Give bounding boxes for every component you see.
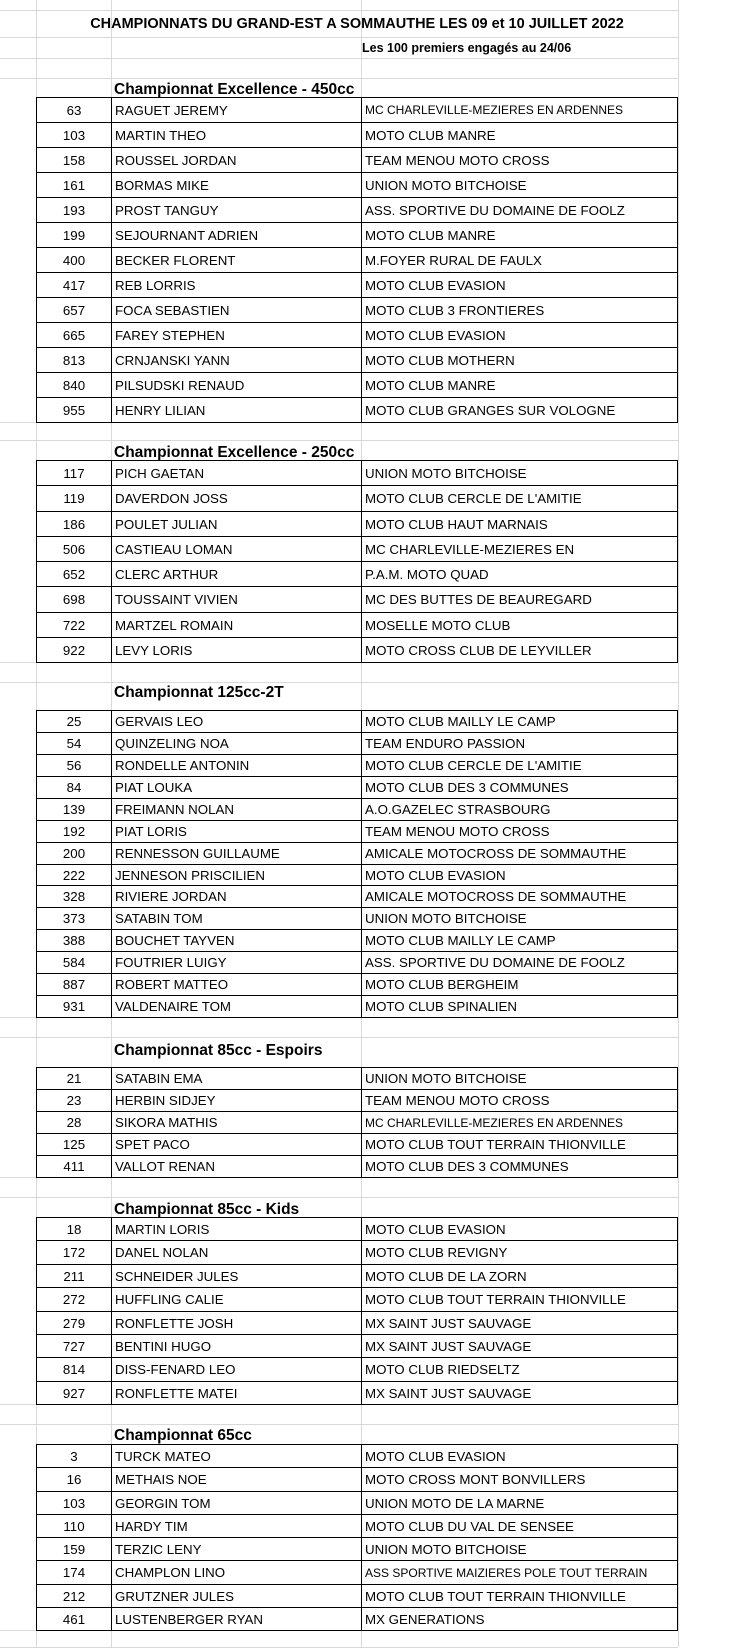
table-row	[36, 322, 678, 347]
rider-number: 222	[37, 865, 112, 885]
club-name: TEAM MENOU MOTO CROSS	[365, 152, 550, 168]
table-row	[36, 820, 678, 842]
club-name: MOTO CLUB CERCLE DE L'AMITIE	[365, 758, 582, 773]
table-row	[36, 1607, 678, 1631]
club-name: MOTO CLUB EVASION	[365, 867, 506, 883]
club-name: MOTO CLUB MAILLY LE CAMP	[365, 714, 556, 729]
club-name: MOTO CLUB MOTHERN	[365, 352, 515, 368]
rider-name: TURCK MATEO	[112, 1445, 362, 1467]
rider-number: 388	[37, 930, 112, 951]
rider-name: CRNJANSKI YANN	[112, 348, 362, 372]
table-row	[36, 1240, 678, 1264]
club-name: MOTO CLUB MANRE	[365, 227, 496, 243]
table-row	[36, 1381, 678, 1405]
rider-name: RIVIERE JORDAN	[112, 886, 362, 907]
section-title: Championnat 85cc - Kids	[114, 1201, 300, 1218]
club-name: MOTO CROSS MONT BONVILLERS	[365, 1472, 586, 1487]
rider-number: 56	[37, 755, 112, 776]
club-name: ASS. SPORTIVE DU DOMAINE DE FOOLZ	[365, 955, 625, 970]
rider-number: 584	[37, 952, 112, 973]
rider-number: 931	[37, 996, 112, 1017]
club-name: M.FOYER RURAL DE FAULX	[365, 252, 542, 268]
section-title: Championnat Excellence - 450cc	[114, 81, 355, 98]
table-row	[36, 776, 678, 798]
rider-name: DANEL NOLAN	[112, 1241, 362, 1264]
rider-name: PILSUDSKI RENAUD	[112, 373, 362, 397]
rider-number: 119	[37, 486, 112, 511]
gridline	[0, 440, 678, 441]
club-name: MOTO CLUB BERGHEIM	[365, 977, 519, 992]
rider-name: RONFLETTE MATEI	[112, 1382, 362, 1404]
page-subtitle: Les 100 premiers engagés au 24/06	[362, 41, 572, 55]
gridline	[0, 10, 678, 11]
rider-number: 814	[37, 1358, 112, 1381]
rider-name: PICH GAETAN	[112, 461, 362, 485]
table-row	[36, 1217, 678, 1240]
club-name: UNION MOTO BITCHOISE	[365, 1541, 527, 1557]
rider-name: SCHNEIDER JULES	[112, 1265, 362, 1287]
club-name: MOTO CLUB REVIGNY	[365, 1245, 508, 1260]
rider-name: SATABIN EMA	[112, 1068, 362, 1089]
rider-number: 158	[37, 148, 112, 172]
rider-name: CLERC ARTHUR	[112, 562, 362, 586]
table-row	[36, 951, 678, 973]
club-name: TEAM ENDURO PASSION	[365, 736, 526, 751]
rider-number: 417	[37, 273, 112, 297]
rider-name: GRUTZNER JULES	[112, 1585, 362, 1607]
club-name: ASS SPORTIVE MAIZIERES POLE TOUT TERRAIN	[365, 1565, 648, 1580]
rider-number: 186	[37, 512, 112, 536]
club-name: TEAM MENOU MOTO CROSS	[365, 824, 550, 839]
rider-number: 63	[37, 98, 112, 122]
rider-number: 3	[37, 1445, 112, 1467]
club-name: MOTO CLUB TOUT TERRAIN THIONVILLE	[365, 1137, 626, 1152]
table-row	[36, 460, 678, 485]
table-row	[36, 1560, 678, 1584]
rider-number: 192	[37, 821, 112, 842]
club-name: MOTO CLUB RIEDSELTZ	[365, 1362, 520, 1377]
rider-name: BOUCHET TAYVEN	[112, 930, 362, 951]
table-row	[36, 710, 678, 732]
rider-name: SEJOURNANT ADRIEN	[112, 223, 362, 247]
rider-number: 103	[37, 1492, 112, 1514]
table-row	[36, 842, 678, 864]
table-row	[36, 147, 678, 172]
club-name: MOTO CLUB EVASION	[365, 1221, 506, 1237]
rider-number: 927	[37, 1382, 112, 1404]
table-row	[36, 372, 678, 397]
rider-number: 159	[37, 1538, 112, 1560]
table-row	[36, 1334, 678, 1357]
rider-name: MARTIN LORIS	[112, 1218, 362, 1240]
club-name: MC DES BUTTES DE BEAUREGARD	[365, 592, 592, 607]
rider-name: TERZIC LENY	[112, 1538, 362, 1560]
club-name: MOTO CLUB EVASION	[365, 277, 506, 293]
club-name: MOTO CLUB 3 FRONTIERES	[365, 302, 545, 318]
table-row	[36, 511, 678, 536]
table-row	[36, 1311, 678, 1334]
table-row	[36, 973, 678, 995]
table-row	[36, 929, 678, 951]
rider-name: QUINZELING NOA	[112, 733, 362, 754]
rider-number: 199	[37, 223, 112, 247]
table-row	[36, 1067, 678, 1089]
rider-name: JENNESON PRISCILIEN	[112, 865, 362, 885]
page-title: CHAMPIONNATS DU GRAND-EST A SOMMAUTHE LES 09 et 10 JUILLET 2022	[90, 16, 624, 32]
table-row	[36, 1155, 678, 1178]
rider-name: HERBIN SIDJEY	[112, 1090, 362, 1111]
table-row	[36, 1467, 678, 1491]
rider-number: 665	[37, 323, 112, 347]
rider-number: 23	[37, 1090, 112, 1111]
club-name: UNION MOTO BITCHOISE	[365, 1071, 527, 1086]
gridline	[0, 1424, 678, 1425]
rider-name: POULET JULIAN	[112, 512, 362, 536]
rider-name: SATABIN TOM	[112, 908, 362, 929]
rider-name: TOUSSAINT VIVIEN	[112, 587, 362, 612]
club-name: AMICALE MOTOCROSS DE SOMMAUTHE	[365, 889, 627, 904]
rider-number: 813	[37, 348, 112, 372]
rider-name: HUFFLING CALIE	[112, 1288, 362, 1311]
club-name: MOTO CLUB GRANGES SUR VOLOGNE	[365, 402, 616, 418]
rider-name: CHAMPLON LINO	[112, 1561, 362, 1584]
rider-number: 698	[37, 587, 112, 612]
club-name: MOTO CLUB DU VAL DE SENSEE	[365, 1518, 574, 1534]
rider-number: 200	[37, 843, 112, 864]
gridline	[0, 37, 678, 38]
table-row	[36, 1264, 678, 1287]
rider-number: 117	[37, 461, 112, 485]
section-title: Championnat Excellence - 250cc	[114, 444, 355, 461]
table-row	[36, 247, 678, 272]
rider-number: 18	[37, 1218, 112, 1240]
section-title: Championnat 85cc - Espoirs	[114, 1042, 323, 1059]
club-name: MC CHARLEVILLE-MEZIERES EN	[365, 541, 575, 557]
rider-number: 84	[37, 777, 112, 798]
table-row	[36, 122, 678, 147]
club-name: MOTO CLUB TOUT TERRAIN THIONVILLE	[365, 1292, 626, 1307]
table-row	[36, 536, 678, 561]
rider-number: 103	[37, 123, 112, 147]
rider-number: 212	[37, 1585, 112, 1607]
gridline	[0, 1197, 678, 1198]
rider-name: VALLOT RENAN	[112, 1156, 362, 1177]
rider-number: 652	[37, 562, 112, 586]
table-row	[36, 907, 678, 929]
club-name: UNION MOTO BITCHOISE	[365, 911, 527, 926]
table-row	[36, 297, 678, 322]
rider-name: GERVAIS LEO	[112, 711, 362, 732]
club-name: MOTO CLUB DE LA ZORN	[365, 1268, 527, 1284]
rider-number: 506	[37, 537, 112, 561]
table-row	[36, 97, 678, 122]
rider-number: 16	[37, 1468, 112, 1491]
rider-name: SPET PACO	[112, 1134, 362, 1155]
rider-name: BORMAS MIKE	[112, 173, 362, 197]
rider-name: VALDENAIRE TOM	[112, 996, 362, 1017]
club-name: MOTO CLUB MAILLY LE CAMP	[365, 933, 556, 948]
rider-name: FAREY STEPHEN	[112, 323, 362, 347]
rider-name: RENNESSON GUILLAUME	[112, 843, 362, 864]
table-row	[36, 612, 678, 637]
rider-number: 25	[37, 711, 112, 732]
club-name: MC CHARLEVILLE-MEZIERES EN ARDENNES	[365, 103, 624, 117]
club-name: MOTO CLUB CERCLE DE L'AMITIE	[365, 491, 582, 506]
table-row	[36, 754, 678, 776]
rider-name: FOUTRIER LUIGY	[112, 952, 362, 973]
rider-name: CASTIEAU LOMAN	[112, 537, 362, 561]
rider-name: BECKER FLORENT	[112, 248, 362, 272]
rider-number: 657	[37, 298, 112, 322]
rider-number: 110	[37, 1515, 112, 1537]
rider-name: RAGUET JEREMY	[112, 98, 362, 122]
rider-number: 373	[37, 908, 112, 929]
table-row	[36, 732, 678, 754]
rider-name: FREIMANN NOLAN	[112, 799, 362, 820]
rider-number: 172	[37, 1241, 112, 1264]
rider-number: 21	[37, 1068, 112, 1089]
rider-name: REB LORRIS	[112, 273, 362, 297]
table-row	[36, 995, 678, 1018]
rider-name: METHAIS NOE	[112, 1468, 362, 1491]
rider-name: ROBERT MATTEO	[112, 974, 362, 995]
rider-number: 411	[37, 1156, 112, 1177]
rider-number: 955	[37, 398, 112, 422]
club-name: MOTO CLUB DES 3 COMMUNES	[365, 1159, 569, 1174]
section-title: Championnat 125cc-2T	[114, 684, 284, 701]
rider-number: 272	[37, 1288, 112, 1311]
rider-number: 840	[37, 373, 112, 397]
club-name: MOTO CROSS CLUB DE LEYVILLER	[365, 642, 592, 658]
rider-name: MARTIN THEO	[112, 123, 362, 147]
table-row	[36, 798, 678, 820]
club-name: P.A.M. MOTO QUAD	[365, 566, 489, 582]
rider-name: FOCA SEBASTIEN	[112, 298, 362, 322]
table-row	[36, 1537, 678, 1560]
club-name: MOTO CLUB EVASION	[365, 327, 506, 343]
rider-number: 174	[37, 1561, 112, 1584]
club-name: MOSELLE MOTO CLUB	[365, 617, 511, 633]
rider-number: 328	[37, 886, 112, 907]
rider-number: 400	[37, 248, 112, 272]
table-row	[36, 347, 678, 372]
table-row	[36, 397, 678, 423]
club-name: AMICALE MOTOCROSS DE SOMMAUTHE	[365, 846, 627, 861]
table-row	[36, 222, 678, 247]
rider-number: 54	[37, 733, 112, 754]
table-row	[36, 172, 678, 197]
gridline	[0, 682, 678, 683]
rider-name: HENRY LILIAN	[112, 398, 362, 422]
rider-name: HARDY TIM	[112, 1515, 362, 1537]
rider-number: 125	[37, 1134, 112, 1155]
rider-name: DAVERDON JOSS	[112, 486, 362, 511]
rider-name: RONDELLE ANTONIN	[112, 755, 362, 776]
club-name: UNION MOTO BITCHOISE	[365, 177, 527, 193]
rider-name: DISS-FENARD LEO	[112, 1358, 362, 1381]
rider-number: 887	[37, 974, 112, 995]
club-name: MC CHARLEVILLE-MEZIERES EN ARDENNES	[365, 1115, 624, 1130]
club-name: MOTO CLUB MANRE	[365, 127, 496, 143]
rider-number: 139	[37, 799, 112, 820]
rider-number: 279	[37, 1312, 112, 1334]
rider-number: 161	[37, 173, 112, 197]
table-row	[36, 1514, 678, 1537]
table-row	[36, 485, 678, 511]
club-name: MX SAINT JUST SAUVAGE	[365, 1338, 532, 1354]
rider-number: 722	[37, 613, 112, 637]
table-row	[36, 637, 678, 663]
rider-name: PIAT LOUKA	[112, 777, 362, 798]
gridline	[0, 58, 678, 59]
section-title: Championnat 65cc	[114, 1427, 252, 1444]
rider-name: SIKORA MATHIS	[112, 1112, 362, 1133]
gridline	[678, 0, 679, 1647]
table-row	[36, 272, 678, 297]
club-name: MOTO CLUB DES 3 COMMUNES	[365, 780, 569, 795]
club-name: MOTO CLUB HAUT MARNAIS	[365, 516, 548, 532]
rider-name: PIAT LORIS	[112, 821, 362, 842]
table-row	[36, 864, 678, 885]
club-name: UNION MOTO DE LA MARNE	[365, 1495, 545, 1511]
club-name: MOTO CLUB TOUT TERRAIN THIONVILLE	[365, 1588, 626, 1604]
table-row	[36, 561, 678, 586]
club-name: UNION MOTO BITCHOISE	[365, 465, 527, 481]
table-row	[36, 197, 678, 222]
rider-name: BENTINI HUGO	[112, 1335, 362, 1357]
rider-name: MARTZEL ROMAIN	[112, 613, 362, 637]
table-row	[36, 586, 678, 612]
gridline	[0, 1037, 678, 1038]
rider-number: 727	[37, 1335, 112, 1357]
club-name: ASS. SPORTIVE DU DOMAINE DE FOOLZ	[365, 202, 625, 218]
rider-number: 461	[37, 1608, 112, 1630]
rider-name: LUSTENBERGER RYAN	[112, 1608, 362, 1630]
table-row	[36, 1584, 678, 1607]
table-row	[36, 1089, 678, 1111]
club-name: MX SAINT JUST SAUVAGE	[365, 1385, 532, 1401]
club-name: MX GENERATIONS	[365, 1611, 485, 1627]
rider-name: LEVY LORIS	[112, 638, 362, 662]
table-row	[36, 1357, 678, 1381]
club-name: MOTO CLUB EVASION	[365, 1448, 506, 1464]
rider-number: 922	[37, 638, 112, 662]
rider-number: 193	[37, 198, 112, 222]
club-name: MOTO CLUB SPINALIEN	[365, 999, 517, 1014]
table-row	[36, 1133, 678, 1155]
rider-name: RONFLETTE JOSH	[112, 1312, 362, 1334]
rider-name: PROST TANGUY	[112, 198, 362, 222]
rider-name: GEORGIN TOM	[112, 1492, 362, 1514]
rider-number: 211	[37, 1265, 112, 1287]
rider-number: 28	[37, 1112, 112, 1133]
table-row	[36, 885, 678, 907]
table-row	[36, 1111, 678, 1133]
gridline	[0, 78, 678, 79]
club-name: MOTO CLUB MANRE	[365, 377, 496, 393]
table-row	[36, 1491, 678, 1514]
table-row	[36, 1287, 678, 1311]
table-row	[36, 1444, 678, 1467]
club-name: MX SAINT JUST SAUVAGE	[365, 1315, 532, 1331]
club-name: TEAM MENOU MOTO CROSS	[365, 1093, 550, 1108]
rider-name: ROUSSEL JORDAN	[112, 148, 362, 172]
club-name: A.O.GAZELEC STRASBOURG	[365, 802, 551, 817]
